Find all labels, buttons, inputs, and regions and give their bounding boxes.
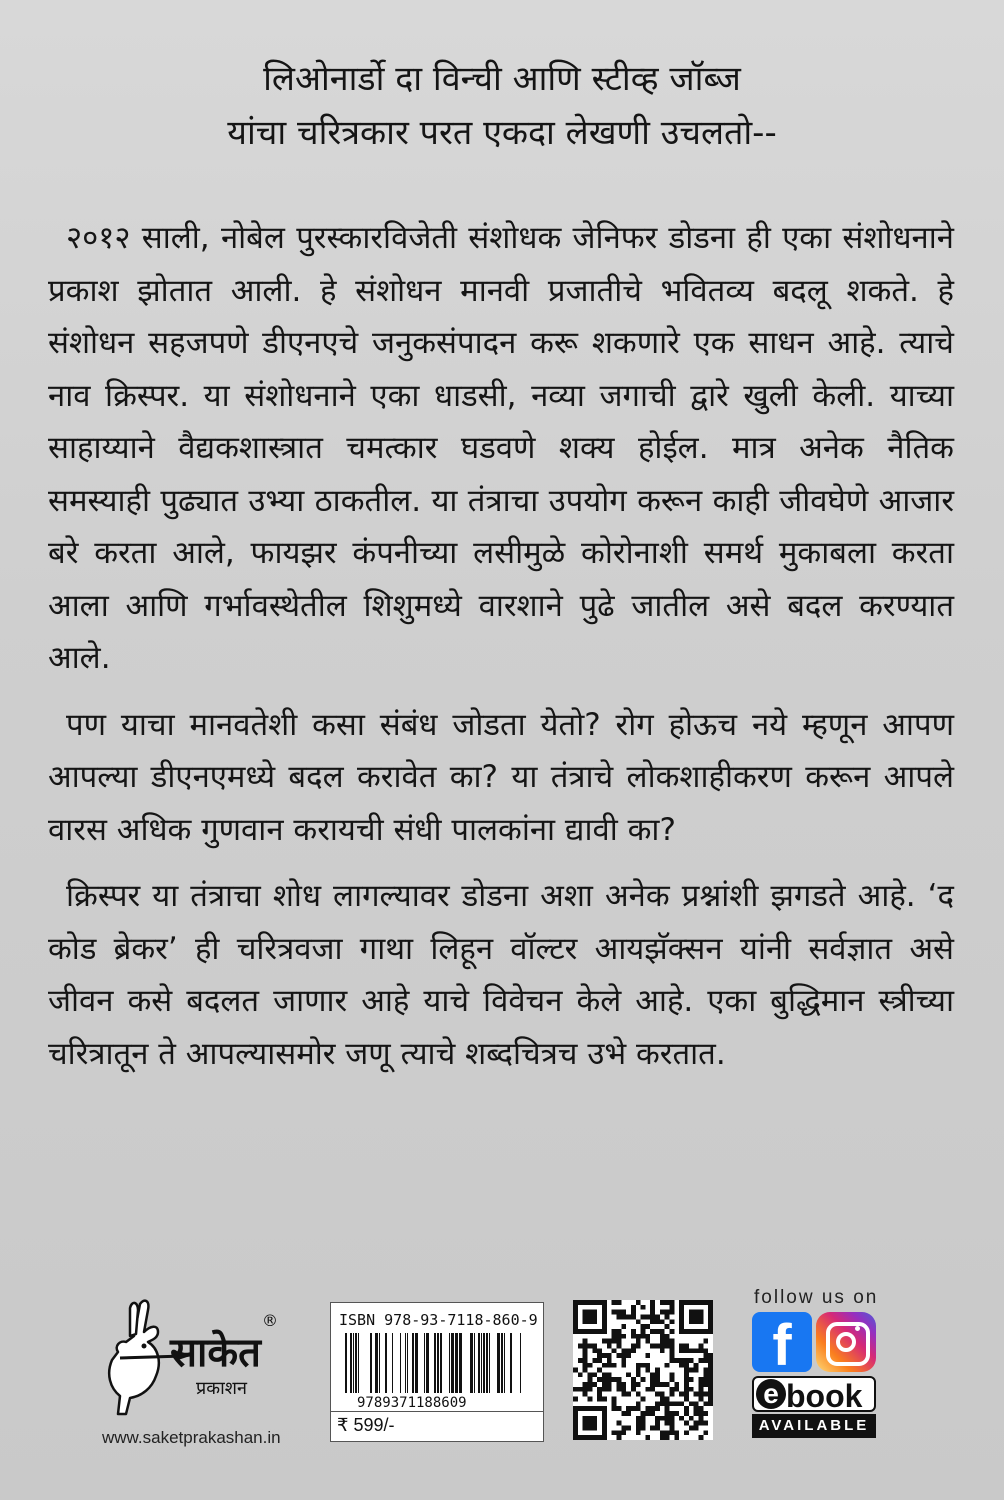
paragraph-3: क्रिस्पर या तंत्राचा शोध लागल्यावर डोडना अशा अनेक प्रश्नांशी झगडते आहे. ‘द कोड ब्रेकर’ ही चरित्रवजा गाथा लिहून वॉल्टर आयझॅक्सन यांनी सर्वज्ञात असे जीवन कसे बदलत जाणार आहे याचे विवेचन केले आहे. एका बुद्धिमान स्त्रीच्या चरित्रातून ते आपल्यासमोर जणू त्याचे शब्दचित्रच उभे करतात. — [48, 878, 954, 1072]
publisher-logo — [100, 1296, 320, 1446]
ebook-available-label: AVAILABLE — [752, 1414, 876, 1438]
logo-subtext: प्रकाशन — [196, 1378, 247, 1399]
rabbit-logo-icon — [100, 1296, 300, 1426]
isbn-barcode-block — [330, 1302, 544, 1442]
tagline — [0, 52, 1004, 160]
paragraph-1: २०१२ साली, नोबेल पुरस्कारविजेती संशोधक जेनिफर डोडना ही एका संशोधनाने प्रकाश झोतात आली. हे संशोधन मानवी प्रजातीचे भवितव्य बदलू शकते. हे संशोधन सहजपणे डीएनएचे जनुकसंपादन करू शकणारे एक साधन आहे. त्याचे नाव क्रिस्पर. या संशोधनाने एका धाडसी, नव्या जगाची द्वारे खुली केली. याच्या साहाय्याने वैद्यकशास्त्रात चमत्कार घडवणे शक्य होईल. मात्र अनेक नैतिक समस्याही पुढ्यात उभ्या ठाकतील. या तंत्राचा उपयोग करून काही जीवघेणे आजार बरे करता आले, फायझर कंपनीच्या लसीमुळे कोरोनाशी समर्थ मुकाबला करता आला आणि गर्भावस्थेतील शिशुमध्ये वारशाने पुढे जातील असे बदल करण्यात आले. — [48, 220, 954, 676]
facebook-icon — [752, 1312, 812, 1372]
registered-mark: ® — [262, 1311, 278, 1330]
barcode-number: 9789371188609 — [357, 1395, 467, 1411]
paragraph-2: पण याचा मानवतेशी कसा संबंध जोडता येतो? रोग होऊच नये म्हणून आपण आपल्या डीएनएमध्ये बदल करावेत का? या तंत्राचे लोकशाहीकरण करून आपले वारस अधिक गुणवान करायची संधी पालकांना द्यावी का? — [48, 706, 954, 848]
price: ₹ 599/- — [337, 1415, 395, 1435]
qr-code — [573, 1300, 713, 1440]
barcode — [341, 1333, 533, 1393]
isbn-label: ISBN 978-93-7118-860-9 — [339, 1311, 538, 1329]
blurb-text — [48, 212, 954, 1094]
ebook-badge — [752, 1376, 876, 1412]
qr-code-icon — [573, 1300, 713, 1440]
ebook-word: book — [786, 1378, 863, 1414]
tagline-line-1: लिओनार्डो दा विन्ची आणि स्टीव्ह जॉब्ज — [263, 59, 741, 99]
publisher-website: www.saketprakashan.in — [102, 1428, 281, 1447]
ebook-e-icon: e — [756, 1379, 786, 1409]
follow-us-text: follow us on — [754, 1287, 879, 1308]
facebook-letter: f — [772, 1313, 792, 1372]
tagline-line-2: यांचा चरित्रकार परत एकदा लेखणी उचलतो-- — [227, 113, 777, 153]
instagram-icon — [816, 1312, 876, 1372]
logo-wordmark: साकेत — [170, 1330, 261, 1376]
